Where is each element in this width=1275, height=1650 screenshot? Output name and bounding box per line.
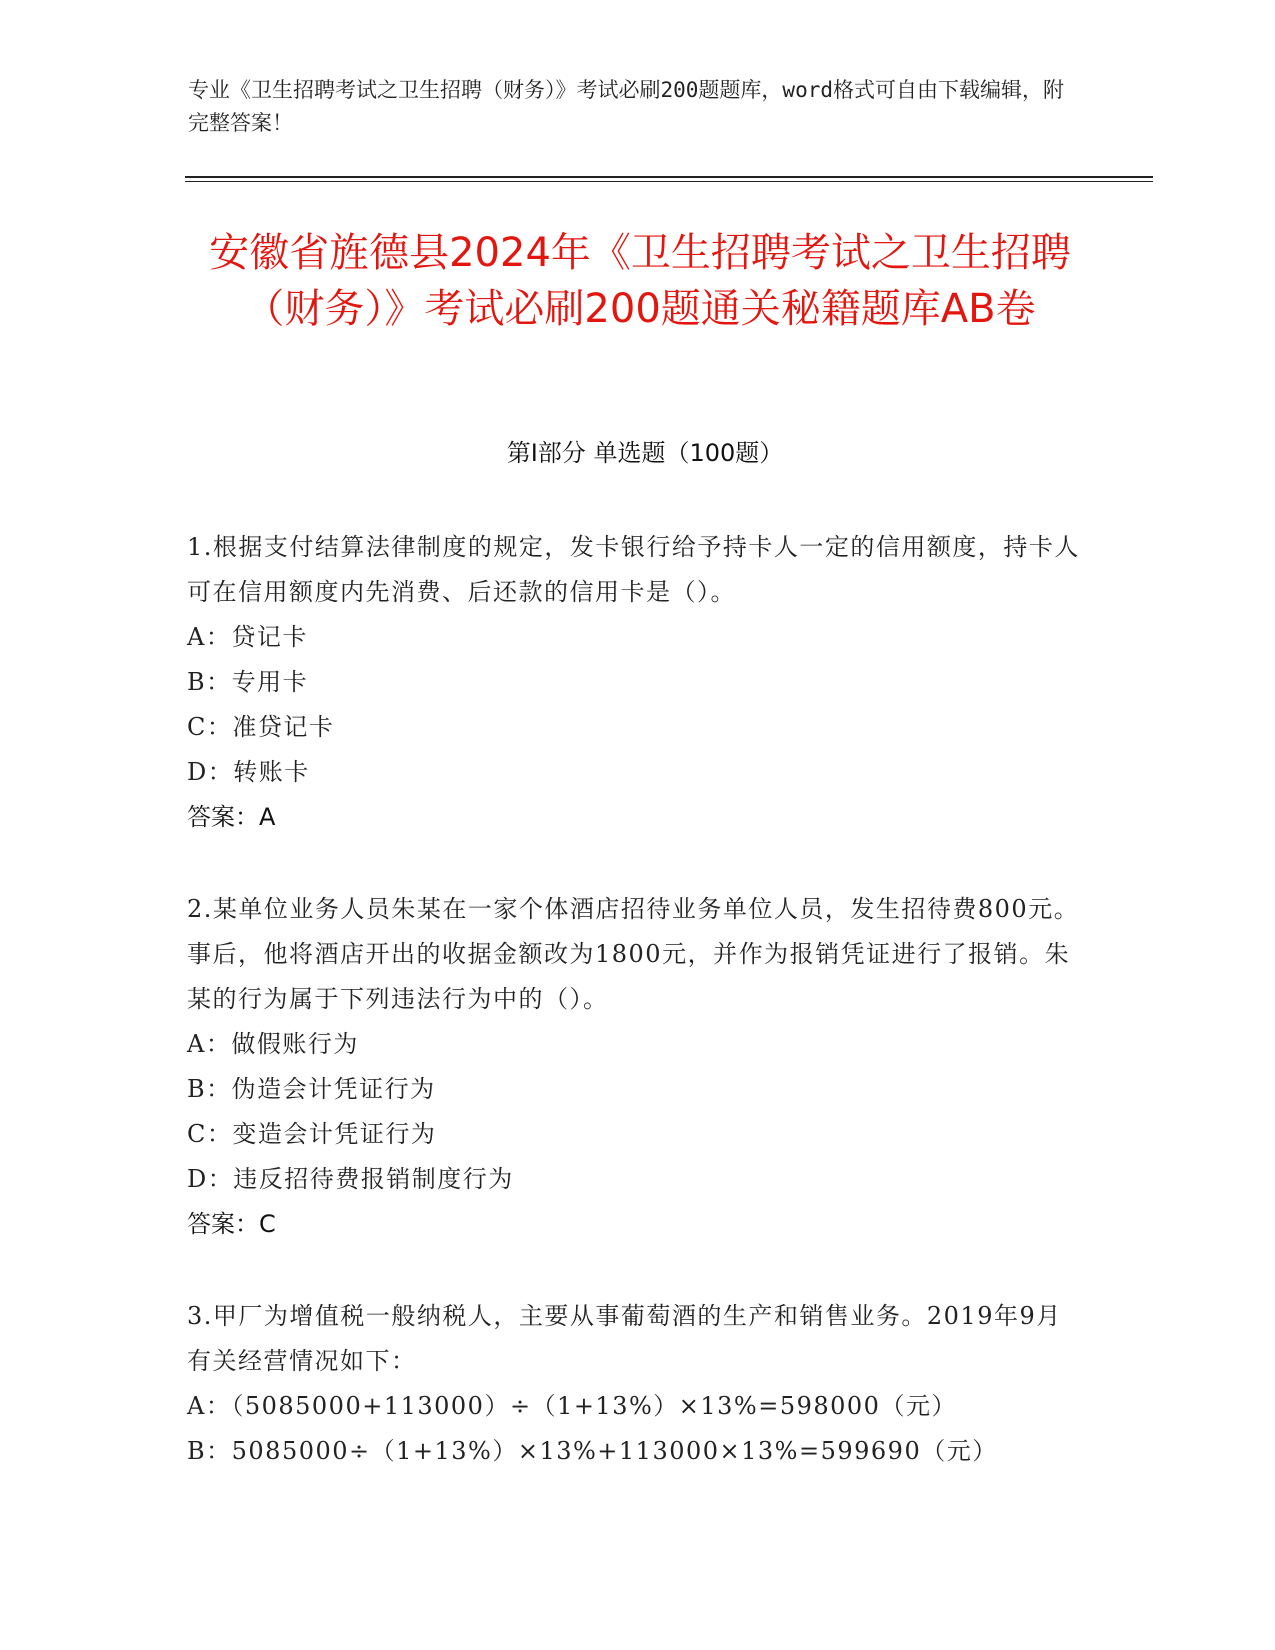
option-a: A：贷记卡 — [187, 623, 308, 651]
question-2 — [187, 887, 1087, 1247]
question-stem: 3.甲厂为增值税一般纳税人，主要从事葡萄酒的生产和销售业务。2019年9月有关经营情况如下： — [187, 1302, 1062, 1375]
option-b: B：5085000÷（1+13%）×13%+113000×13%=599690（元） — [187, 1437, 998, 1465]
section-title: 第Ⅰ部分 单选题（100题） — [506, 439, 784, 467]
question-3 — [187, 1294, 1087, 1474]
option-c: C：变造会计凭证行为 — [187, 1120, 437, 1148]
header-divider-thin — [185, 181, 1153, 182]
answer: 答案：C — [187, 1210, 276, 1238]
question-1 — [187, 525, 1087, 840]
document-title: 安徽省旌德县2024年《卫生招聘考试之卫生招聘（财务）》考试必刷200题通关秘籍题库AB卷 — [209, 230, 1071, 332]
header-divider — [185, 176, 1153, 178]
option-d: D：违反招待费报销制度行为 — [187, 1165, 514, 1193]
header-note: 专业《卫生招聘考试之卫生招聘（财务）》考试必刷200题题库，word格式可自由下载编辑，附完整答案！ — [188, 78, 1064, 135]
option-b: B：伪造会计凭证行为 — [187, 1075, 436, 1103]
option-a: A：（5085000+113000）÷（1+13%）×13%=598000（元） — [187, 1392, 957, 1420]
option-b: B：专用卡 — [187, 668, 309, 696]
option-d: D：转账卡 — [187, 758, 310, 786]
option-a: A：做假账行为 — [187, 1030, 359, 1058]
option-c: C：准贷记卡 — [187, 713, 335, 741]
question-stem: 1.根据支付结算法律制度的规定，发卡银行给予持卡人一定的信用额度，持卡人可在信用额度内先消费、后还款的信用卡是（）。 — [187, 533, 1080, 606]
answer: 答案：A — [187, 803, 276, 831]
question-stem: 2.某单位业务人员朱某在一家个体酒店招待业务单位人员，发生招待费800元。事后，他将酒店开出的收据金额改为1800元，并作为报销凭证进行了报销。朱某的行为属于下列违法行为中的（）。 — [187, 895, 1080, 1013]
